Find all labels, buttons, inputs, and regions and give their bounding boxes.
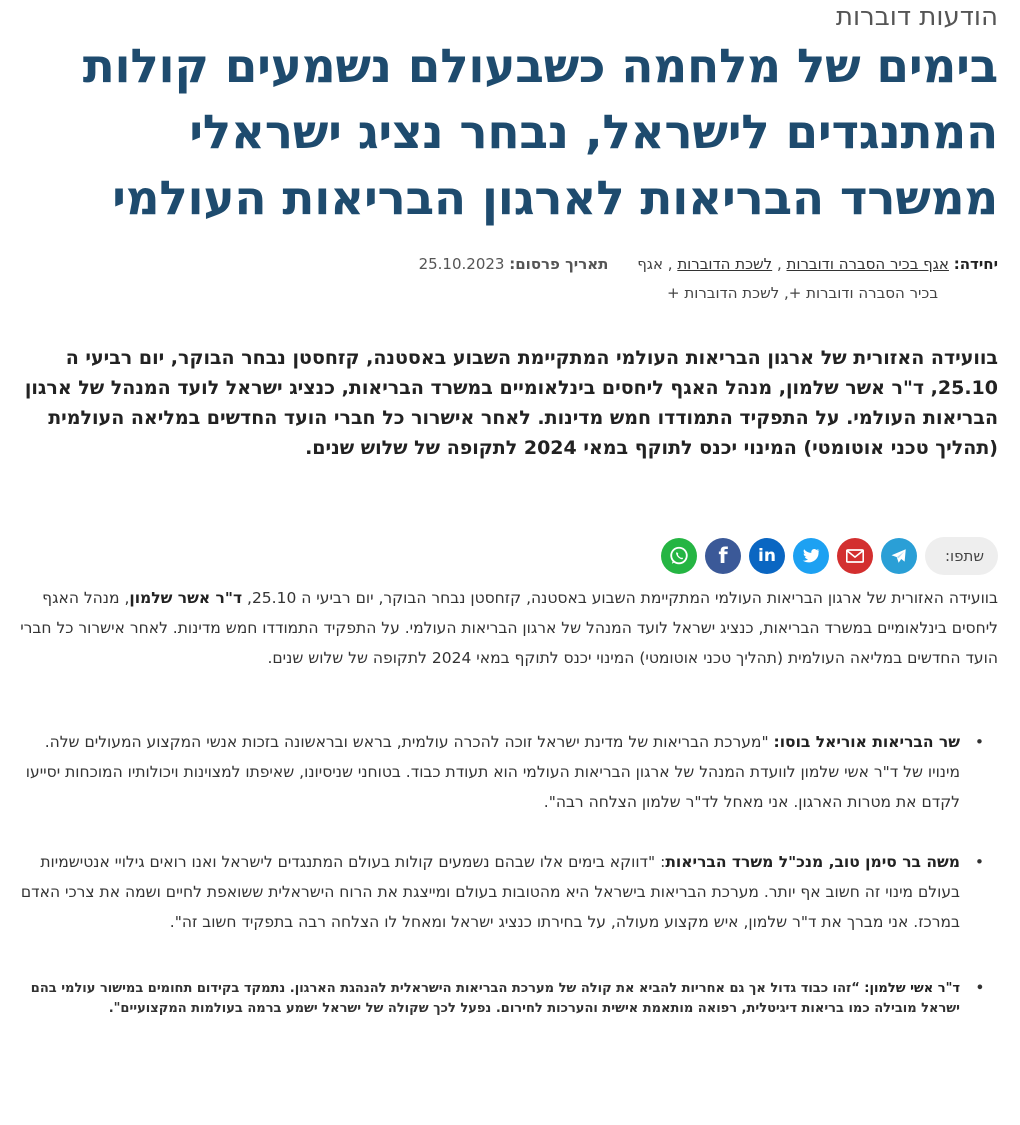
quote-text: : "דווקא בימים אלו שבהם נשמעים קולות בעולם המתנגדים לישראל ואנו רואים גילויי אנטישמיות בעולם מינוי זה חשוב אף יותר. מערכת הבריאות בישראל היא מהטובות בעולם ומייצגת את הרוח הישראלית ששואפת לחיים ושמה את צרכי האדם במרכז. אני מברך את ד"ר שלמון, איש מקצוע מעולה, על בחירתו כנציג ישראל ומאחל לו הצלחה רבה בתפקיד חשוב זה".	[20, 853, 960, 931]
quote-speaker: ד"ר אשי שלמון:	[864, 981, 960, 996]
share-label: שתפו:	[925, 537, 998, 575]
unit-separator-2: , אגף	[637, 255, 678, 273]
body-name-bold: ד"ר אשר שלמון	[129, 589, 243, 607]
envelope-icon	[846, 549, 864, 563]
facebook-icon: f	[718, 544, 728, 568]
whatsapp-icon	[668, 545, 690, 567]
quote-speaker: משה בר סימן טוב, מנכ"ל משרד הבריאות	[665, 853, 960, 871]
share-bar	[661, 537, 998, 575]
linkedin-share-button[interactable]	[749, 538, 785, 574]
email-share-button[interactable]	[837, 538, 873, 574]
linkedin-icon: in	[758, 546, 776, 566]
publication-meta	[60, 250, 998, 308]
quote-item	[18, 979, 960, 1019]
body-text-before: בוועידה האזורית של ארגון הבריאות העולמי המתקיימת השבוע באסטנה, קזחסטן נבחר הבוקר, יום רביעי ה 25.10,	[242, 589, 998, 607]
unit-link-spokesperson-office[interactable]: לשכת הדוברות	[677, 255, 773, 273]
meta-line-2[interactable]: בכיר הסברה ודוברות +, לשכת הדוברות +	[667, 284, 938, 302]
quotes-list	[18, 727, 998, 1019]
unit-separator-1: ,	[772, 255, 787, 273]
whatsapp-share-button[interactable]	[661, 538, 697, 574]
publish-date: 25.10.2023	[418, 255, 505, 273]
telegram-share-button[interactable]	[881, 538, 917, 574]
quote-item	[18, 847, 960, 937]
page-title: בימים של מלחמה כשבעולם נשמעים קולות המתנגדים לישראל, נבחר נציג ישראלי ממשרד הבריאות לארגון הבריאות העולמי	[82, 39, 998, 226]
twitter-share-button[interactable]	[793, 538, 829, 574]
lead-paragraph: בוועידה האזורית של ארגון הבריאות העולמי המתקיימת השבוע באסטנה, קזחסטן נבחר הבוקר, יום רביעי ה 25.10, ד"ר אשר שלמון, מנהל האגף ליחסים בינלאומיים במשרד הבריאות, כנציג ישראל לועד המנהל של ארגון הבריאות העולמי. על התפקיד התמודדו חמש מדינות. לאחר אישרור כל חברי הועד החדשים במליאה העולמית (תהליך טכני אוטומטי) המינוי יכנס לתוקף במאי 2024 לתקופה של שלוש שנים.	[24, 347, 998, 459]
unit-link-spokesperson-division[interactable]: אגף בכיר הסברה ודוברות	[786, 255, 949, 273]
body-paragraph	[18, 583, 998, 673]
twitter-bird-icon	[802, 548, 820, 564]
quote-speaker: שר הבריאות אוריאל בוסו:	[773, 733, 960, 751]
facebook-share-button[interactable]	[705, 538, 741, 574]
quote-text: "מערכת הבריאות של מדינת ישראל זוכה להכרה עולמית, בראש ובראשונה בזכות אנשי המקצוע המעולים שלה. מינויו של ד"ר אשי שלמון לוועדת המנהל של ארגון הבריאות העולמי הוא תעודת כבוד. בטוחני שניסיונו, שאיפתו למצוינות ויכולותיו המוכחות יסייעו לקדם את מטרות הארגון. אני מאחל לד"ר שלמון הצלחה רבה".	[25, 733, 960, 811]
unit-label: יחידה:	[953, 255, 998, 273]
meta-line-1	[60, 250, 998, 279]
body-text-after: , מנהל האגף ליחסים בינלאומיים במשרד הבריאות, כנציג ישראל לועד המנהל של ארגון הבריאות העולמי. על התפקיד התמודדו חמש מדינות. לאחר אישרור כל חברי הועד החדשים במליאה העולמית (תהליך טכני אוטומטי) המינוי יכנס לתוקף במאי 2024 לתקופה של שלוש שנים.	[20, 589, 998, 667]
publish-date-label: תאריך פרסום:	[509, 255, 609, 273]
quote-text: “זהו כבוד גדול אך גם אחריות להביא את קולה של מערכת הבריאות הישראלית להנהגת הארגון. נתמקד בקידום תחומים במישור עולמי בהם ישראל מובילה כמו בריאות דיגיטלית, רפואה מותאמת אישית והערכות לחירום. נפעל לכך שקולה של ישראל ישמע ברמה בעולמות המקצועיים".	[30, 981, 960, 1016]
category-label: הודעות דוברות	[835, 2, 998, 32]
telegram-icon	[890, 547, 908, 565]
quote-item	[18, 727, 960, 817]
